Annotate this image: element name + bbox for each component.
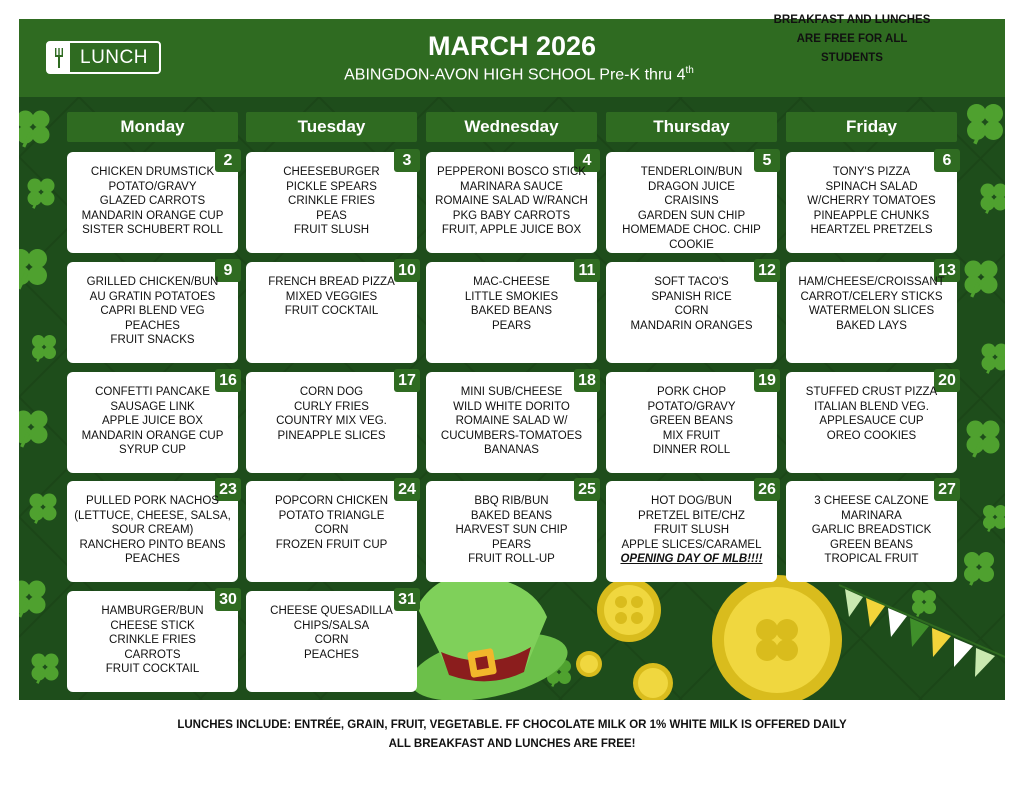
date-badge: 5 [754, 149, 780, 172]
menu-item: SISTER SCHUBERT ROLL [82, 224, 223, 237]
menu-item: MARINARA SAUCE [460, 180, 563, 193]
menu-item: FROZEN FRUIT CUP [275, 538, 388, 551]
menu-item: FRUIT COCKTAIL [105, 663, 200, 676]
menu-items [246, 385, 417, 443]
day-cell [246, 372, 417, 473]
date-badge: 4 [574, 149, 600, 172]
menu-item: FRUIT ROLL-UP [468, 553, 555, 566]
date-badge: 18 [574, 369, 600, 392]
menu-item: MARINARA [841, 509, 902, 522]
menu-item: W/CHERRY TOMATOES [807, 195, 936, 208]
menu-item: APPLE SLICES/CARAMEL [621, 538, 762, 551]
menu-item: GARLIC BREADSTICK [811, 524, 932, 537]
day-cell [67, 591, 238, 692]
date-badge: 24 [394, 478, 420, 501]
free-meals-note [764, 11, 940, 68]
menu-item: CORN DOG [299, 386, 364, 398]
menu-item: CORN [314, 634, 349, 647]
menu-items [246, 165, 417, 238]
menu-item: HARVEST SUN CHIP [455, 524, 568, 537]
menu-item: PINEAPPLE SLICES [277, 429, 386, 442]
menu-items [426, 385, 597, 458]
menu-item: PEACHES [304, 648, 359, 661]
footer-line-2: ALL BREAKFAST AND LUNCHES ARE FREE! [388, 738, 636, 750]
menu-item: PEAS [316, 209, 347, 222]
day-header-thursday: Thursday [606, 112, 777, 142]
menu-item: SPINACH SALAD [825, 180, 918, 193]
menu-item: CORN [314, 524, 349, 537]
menu-item: HOT DOG/BUN [651, 495, 732, 507]
free-note-line: STUDENTS [821, 52, 883, 64]
footer-line-1: LUNCHES INCLUDE: ENTRÉE, GRAIN, FRUIT, VEGETABLE. FF CHOCOLATE MILK OR 1% WHITE MILK IS OFFERED DAILY [177, 719, 847, 731]
menu-item: FRUIT SLUSH [653, 524, 730, 537]
special-note: OPENING DAY OF MLB!!!! [620, 553, 763, 566]
menu-item: MIX FRUIT [662, 429, 721, 442]
menu-item: SPANISH RICE [651, 290, 732, 303]
menu-item: HEARTZEL PRETZELS [810, 224, 933, 237]
menu-item: TROPICAL FRUIT [824, 553, 919, 566]
menu-item: POTATO TRIANGLE [278, 509, 385, 522]
day-cell [786, 152, 957, 253]
day-cell [606, 152, 777, 253]
date-badge: 12 [754, 259, 780, 282]
day-cell [786, 481, 957, 582]
date-badge: 2 [215, 149, 241, 172]
day-cell [426, 152, 597, 253]
menu-item: HAM/CHEESE/CROISSANT [798, 276, 945, 288]
menu-item: SAUSAGE LINK [110, 400, 195, 413]
gold-coins [576, 575, 842, 700]
menu-item: OREO COOKIES [826, 429, 917, 442]
menu-item: PRETZEL BITE/CHZ [638, 509, 745, 522]
page-title: MARCH 2026 [427, 31, 597, 61]
menu-item: SYRUP CUP [119, 444, 186, 457]
menu-item: BBQ RIB/BUN [474, 495, 549, 507]
menu-item: HOMEMADE CHOC. CHIP [622, 224, 761, 237]
menu-items [67, 275, 238, 348]
menu-items [606, 165, 777, 253]
menu-item: FRENCH BREAD PIZZA [268, 276, 395, 288]
menu-item: CHEESE STICK [110, 619, 195, 632]
day-header-friday: Friday [786, 112, 957, 142]
menu-item: CHICKEN DRUMSTICK [90, 166, 215, 178]
menu-item: CRINKLE FRIES [109, 634, 196, 647]
logo-label: LUNCH [80, 46, 148, 68]
date-badge: 11 [574, 259, 600, 282]
menu-item: MANDARIN ORANGE CUP [81, 209, 224, 222]
calendar-area [19, 97, 1005, 700]
day-cell [606, 481, 777, 582]
date-badge: 31 [394, 588, 420, 611]
date-badge: 17 [394, 369, 420, 392]
menu-items [246, 494, 417, 552]
menu-item: PULLED PORK NACHOS [86, 495, 219, 507]
day-header-wednesday: Wednesday [426, 112, 597, 142]
menu-item: TENDERLOIN/BUN [640, 166, 743, 178]
menu-item: RANCHERO PINTO BEANS [79, 538, 226, 551]
menu-item: POTATO/GRAVY [108, 180, 197, 193]
menu-items [786, 165, 957, 238]
menu-item: PEARS [492, 319, 531, 332]
date-badge: 23 [215, 478, 241, 501]
day-cell [606, 262, 777, 363]
free-note-line: BREAKFAST AND LUNCHES [773, 14, 931, 26]
menu-items [426, 275, 597, 333]
menu-item: FRUIT SLUSH [293, 224, 370, 237]
menu-item: CARROTS [124, 648, 181, 661]
day-cell [246, 591, 417, 692]
menu-items [606, 385, 777, 458]
day-cell [246, 152, 417, 253]
date-badge: 13 [934, 259, 960, 282]
menu-items [426, 494, 597, 567]
menu-item: PEPPERONI BOSCO STICK [437, 166, 586, 178]
day-cell [67, 481, 238, 582]
day-cell [426, 481, 597, 582]
menu-item: CHEESEBURGER [283, 166, 380, 178]
day-cell [67, 262, 238, 363]
date-badge: 20 [934, 369, 960, 392]
date-badge: 27 [934, 478, 960, 501]
menu-item: GREEN BEANS [649, 415, 734, 428]
menu-item: MANDARIN ORANGE CUP [81, 429, 224, 442]
day-cell [67, 152, 238, 253]
menu-item: GRILLED CHICKEN/BUN [86, 276, 219, 288]
menu-item: APPLESAUCE CUP [819, 415, 924, 428]
menu-items [606, 494, 777, 567]
menu-item: SOUR CREAM) [111, 524, 194, 537]
menu-item: PKG BABY CARROTS [452, 209, 571, 222]
menu-item: CARROT/CELERY STICKS [800, 290, 943, 303]
menu-items [786, 385, 957, 443]
subtitle-text: ABINGDON-AVON HIGH SCHOOL Pre-K thru 4 [344, 66, 686, 84]
menu-item: CHIPS/SALSA [293, 619, 370, 632]
menu-item: ROMAINE SALAD W/RANCH [435, 195, 588, 208]
menu-items [246, 604, 417, 662]
menu-item: ITALIAN BLEND VEG. [814, 400, 929, 413]
menu-item: CHEESE QUESADILLA [270, 605, 393, 617]
menu-items [426, 165, 597, 238]
menu-item: WATERMELON SLICES [808, 305, 935, 318]
day-cell [786, 262, 957, 363]
menu-item: GARDEN SUN CHIP [637, 209, 746, 222]
day-cell [246, 262, 417, 363]
date-badge: 16 [215, 369, 241, 392]
menu-item: MIXED VEGGIES [285, 290, 378, 303]
menu-item: WILD WHITE DORITO [453, 400, 570, 413]
menu-item: MINI SUB/CHEESE [460, 386, 563, 398]
menu-item: DINNER ROLL [652, 444, 731, 457]
menu-item: COOKIE [669, 238, 714, 251]
menu-item: PICKLE SPEARS [286, 180, 377, 193]
day-header-tuesday: Tuesday [246, 112, 417, 142]
menu-item: POTATO/GRAVY [647, 400, 736, 413]
menu-item: DRAGON JUICE [648, 180, 735, 193]
menu-items [67, 494, 238, 567]
day-cell [786, 372, 957, 473]
menu-item: LITTLE SMOKIES [464, 290, 559, 303]
menu-item: PEACHES [125, 319, 180, 332]
menu-item: PEARS [492, 538, 531, 551]
date-badge: 19 [754, 369, 780, 392]
menu-item: CONFETTI PANCAKE [95, 386, 210, 398]
menu-items [786, 494, 957, 567]
menu-items [606, 275, 777, 333]
menu-item: PEACHES [125, 553, 180, 566]
menu-item: (LETTUCE, CHEESE, SALSA, [74, 509, 231, 522]
menu-item: MAC-CHEESE [473, 276, 550, 288]
leprechaun-hat [405, 575, 574, 700]
menu-items [67, 385, 238, 458]
menu-item: BAKED LAYS [836, 319, 907, 332]
menu-item: COUNTRY MIX VEG. [276, 415, 387, 428]
menu-item: MANDARIN ORANGES [630, 319, 753, 332]
menu-item: GREEN BEANS [829, 538, 914, 551]
date-badge: 25 [574, 478, 600, 501]
date-badge: 26 [754, 478, 780, 501]
free-note-line: ARE FREE FOR ALL [796, 33, 908, 45]
date-badge: 30 [215, 588, 241, 611]
menu-item: CURLY FRIES [294, 400, 369, 413]
menu-item: BANANAS [484, 444, 539, 457]
menu-item: BAKED BEANS [470, 509, 553, 522]
menu-item: STUFFED CRUST PIZZA [805, 386, 938, 398]
menu-item: AU GRATIN POTATOES [89, 290, 216, 303]
date-badge: 3 [394, 149, 420, 172]
menu-item: CUCUMBERS-TOMATOES [440, 429, 583, 442]
menu-item: CORN [674, 305, 709, 318]
day-cell [426, 262, 597, 363]
menu-item: POPCORN CHICKEN [274, 495, 389, 507]
menu-items [67, 165, 238, 238]
menu-item: FRUIT COCKTAIL [284, 305, 379, 318]
menu-item: GLAZED CARROTS [99, 195, 206, 208]
menu-item: CRAISINS [664, 195, 719, 208]
menu-item: TONY'S PIZZA [832, 166, 911, 178]
date-badge: 10 [394, 259, 420, 282]
day-cell [67, 372, 238, 473]
menu-item: FRUIT, APPLE JUICE BOX [441, 224, 582, 237]
menu-item: 3 CHEESE CALZONE [814, 495, 929, 507]
day-cell [426, 372, 597, 473]
menu-items [786, 275, 957, 333]
date-badge: 6 [934, 149, 960, 172]
day-header-monday: Monday [67, 112, 238, 142]
menu-item: SOFT TACO'S [654, 276, 729, 288]
menu-items [246, 275, 417, 319]
menu-item: PORK CHOP [656, 386, 726, 398]
date-badge: 9 [215, 259, 241, 282]
menu-item: APPLE JUICE BOX [102, 415, 203, 428]
menu-item: BAKED BEANS [470, 305, 553, 318]
menu-item: HAMBURGER/BUN [101, 605, 204, 617]
menu-item: CAPRI BLEND VEG [100, 305, 205, 318]
subtitle-suffix: th [685, 65, 694, 76]
day-cell [606, 372, 777, 473]
menu-item: ROMAINE SALAD W/ [455, 415, 568, 428]
menu-item: PINEAPPLE CHUNKS [813, 209, 930, 222]
menu-item: CRINKLE FRIES [288, 195, 375, 208]
menu-item: FRUIT SNACKS [110, 334, 195, 347]
menu-items [67, 604, 238, 677]
day-cell [246, 481, 417, 582]
